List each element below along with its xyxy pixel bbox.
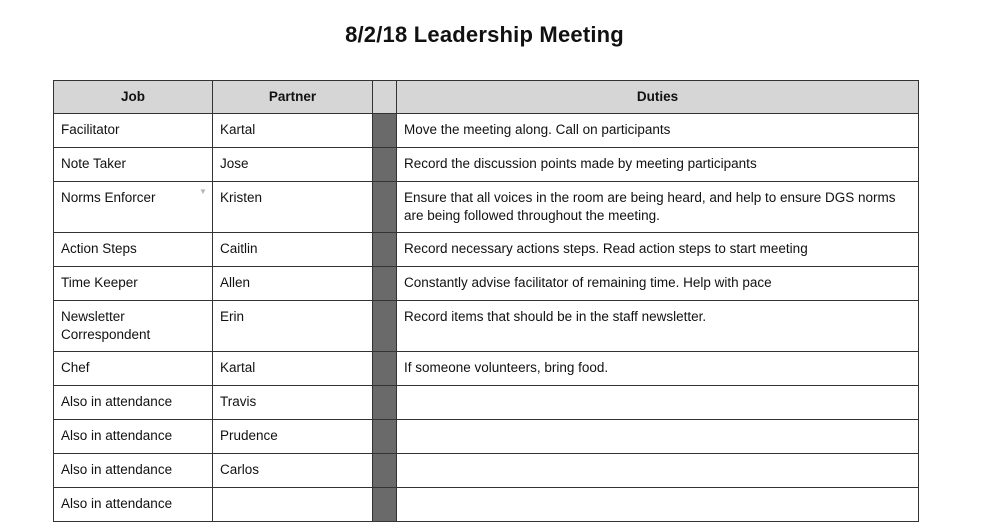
table-row bbox=[54, 148, 919, 182]
duties-cell[interactable] bbox=[397, 454, 919, 488]
table-row bbox=[54, 267, 919, 301]
job-cell[interactable]: Also in attendance bbox=[54, 454, 213, 488]
duties-cell[interactable]: Record the discussion points made by meeting participants bbox=[397, 148, 919, 182]
table-row bbox=[54, 233, 919, 267]
duties-cell[interactable]: Record necessary actions steps. Read action steps to start meeting bbox=[397, 233, 919, 267]
job-cell-content bbox=[61, 189, 205, 207]
partner-cell[interactable]: Carlos bbox=[213, 454, 373, 488]
separator-cell bbox=[373, 454, 397, 488]
table-row bbox=[54, 386, 919, 420]
duties-cell[interactable]: Move the meeting along. Call on participants bbox=[397, 114, 919, 148]
duties-cell[interactable]: Record items that should be in the staff newsletter. bbox=[397, 301, 919, 352]
separator-cell bbox=[373, 352, 397, 386]
duties-cell[interactable] bbox=[397, 488, 919, 522]
separator-cell bbox=[373, 386, 397, 420]
job-cell[interactable]: Also in attendance bbox=[54, 420, 213, 454]
separator-cell bbox=[373, 488, 397, 522]
partner-cell[interactable]: Kristen bbox=[213, 182, 373, 233]
separator-cell bbox=[373, 233, 397, 267]
duties-cell[interactable]: Constantly advise facilitator of remaining time. Help with pace bbox=[397, 267, 919, 301]
partner-cell[interactable]: Jose bbox=[213, 148, 373, 182]
column-header-duties[interactable]: Duties bbox=[397, 81, 919, 114]
roles-table bbox=[53, 80, 919, 522]
column-header-partner[interactable]: Partner bbox=[213, 81, 373, 114]
job-cell[interactable]: Chef bbox=[54, 352, 213, 386]
table-row bbox=[54, 488, 919, 522]
separator-cell bbox=[373, 182, 397, 233]
column-header-job[interactable]: Job bbox=[54, 81, 213, 114]
job-cell[interactable]: Facilitator bbox=[54, 114, 213, 148]
separator-column bbox=[373, 81, 397, 114]
dropdown-arrow-icon[interactable]: ▼ bbox=[199, 187, 207, 196]
duties-cell[interactable] bbox=[397, 420, 919, 454]
table-row bbox=[54, 352, 919, 386]
partner-cell[interactable]: Erin bbox=[213, 301, 373, 352]
partner-cell[interactable] bbox=[213, 488, 373, 522]
job-cell[interactable]: Also in attendance bbox=[54, 488, 213, 522]
job-cell[interactable]: Also in attendance bbox=[54, 386, 213, 420]
duties-cell[interactable]: If someone volunteers, bring food. bbox=[397, 352, 919, 386]
table-row bbox=[54, 114, 919, 148]
header-row bbox=[54, 81, 919, 114]
separator-cell bbox=[373, 148, 397, 182]
job-cell[interactable] bbox=[54, 182, 213, 233]
partner-cell[interactable]: Kartal bbox=[213, 114, 373, 148]
partner-cell[interactable]: Allen bbox=[213, 267, 373, 301]
separator-cell bbox=[373, 267, 397, 301]
job-cell[interactable]: Newsletter Correspondent bbox=[54, 301, 213, 352]
separator-cell bbox=[373, 114, 397, 148]
separator-cell bbox=[373, 420, 397, 454]
job-cell[interactable]: Action Steps bbox=[54, 233, 213, 267]
partner-cell[interactable]: Kartal bbox=[213, 352, 373, 386]
partner-cell[interactable]: Travis bbox=[213, 386, 373, 420]
job-cell-text: Norms Enforcer bbox=[61, 190, 156, 205]
table-row bbox=[54, 301, 919, 352]
duties-cell[interactable]: Ensure that all voices in the room are being heard, and help to ensure DGS norms are being followed throughout the meeting. bbox=[397, 182, 919, 233]
separator-cell bbox=[373, 301, 397, 352]
partner-cell[interactable]: Prudence bbox=[213, 420, 373, 454]
page-title: 8/2/18 Leadership Meeting bbox=[345, 22, 624, 47]
table-row bbox=[54, 182, 919, 233]
table-row bbox=[54, 454, 919, 488]
job-cell[interactable]: Time Keeper bbox=[54, 267, 213, 301]
table-row bbox=[54, 420, 919, 454]
duties-cell[interactable] bbox=[397, 386, 919, 420]
job-cell[interactable]: Note Taker bbox=[54, 148, 213, 182]
partner-cell[interactable]: Caitlin bbox=[213, 233, 373, 267]
